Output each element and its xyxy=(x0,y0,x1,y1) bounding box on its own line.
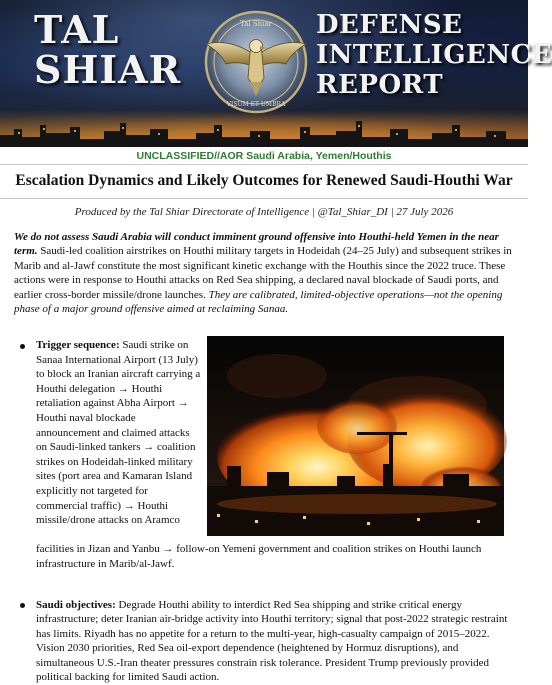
banner-title-left: TAL SHIAR xyxy=(34,7,182,92)
bullet-text: Degrade Houthi ability to interdict Red Sea shipping and strike critical energy infrastructure; deter Iranian air-bridge activity into Houthi territory; signal that post-2022 strategic restraint has limits. Riyadh has no appetite for a return to the multi-year, high-casualty campaign of 2015–2022. Vision 2030 priorities, Red Sea oil-export dependence (heightened by Hormuz disruptions), and simultaneous U.S.-Iran theater pressures constrain risk tolerance. President Trump previously provided political backing for limited Saudi action. xyxy=(36,599,508,684)
summary-closing: They are calibrated, limited-objective operations—not the opening phase of a major ground offensive aimed at reclaiming Sanaa. xyxy=(14,288,503,316)
bullet-icon xyxy=(20,344,25,349)
report-banner xyxy=(0,0,552,147)
fire-explosion-photo xyxy=(207,336,504,536)
bottom-line-assessment: We do not assess Saudi Arabia will conduct imminent ground offensive into Houthi-held Yemen in the near term. xyxy=(14,231,499,258)
banner-title-right: DEFENSE INTELLIGENCE REPORT xyxy=(316,10,552,100)
emblem-top-text: Tal Shiar xyxy=(240,20,272,28)
bullet-icon xyxy=(20,603,25,608)
bullet-saudi-objectives xyxy=(36,598,516,684)
bullet-lead: Trigger sequence: xyxy=(36,339,120,351)
bullet-text: Saudi strike on Sanaa International Airport (13 July) to block an Iranian aircraft carrying a Houthi delegation → Houthi retaliation against Abha Airport → Houthi naval blockade announcement and claimed attacks on Saudi-linked tankers → coalition strikes on Hodeidah-linked military sites (port area and Kamaran Island explicitly not targeted for commercial traffic) → Houthi missile/drone attacks on Aramco xyxy=(36,339,201,527)
divider xyxy=(0,198,528,199)
document-title: Escalation Dynamics and Likely Outcomes for Renewed Saudi-Houthi War xyxy=(15,172,513,189)
bullet-lead: Saudi objectives: xyxy=(36,599,116,611)
summary-paragraph xyxy=(14,230,516,316)
summary-body: Saudi-led coalition airstrikes on Houthi military targets in Hodeidah (24–25 July) and subsequent strikes in Marib and al-Jawf constitute the most significant kinetic exchange with the Houthis since the 2022 truce. These actions were in response to Houthi attacks on Red Sea shipping, a declared naval blockade of Saudi ports, and earlier cross-border missile/drone launches. xyxy=(14,245,512,301)
classification-marking: UNCLASSIFIED//AOR Saudi Arabia, Yemen/Houthis xyxy=(136,150,392,162)
emblem-motto-text: VISUM ET UMBRA xyxy=(226,101,286,108)
divider xyxy=(0,164,528,165)
byline: Produced by the Tal Shiar Directorate of Intelligence | @Tal_Shiar_DI | 27 July 2026 xyxy=(74,206,454,218)
bullet-trigger-continuation: facilities in Jizan and Yanbu → follow-on Yemeni government and coalition strikes on Houthi launch infrastructure in Marib/al-Jawf. xyxy=(36,543,482,570)
eagle-emblem-icon xyxy=(196,4,316,122)
bullet-trigger-sequence xyxy=(36,338,202,528)
